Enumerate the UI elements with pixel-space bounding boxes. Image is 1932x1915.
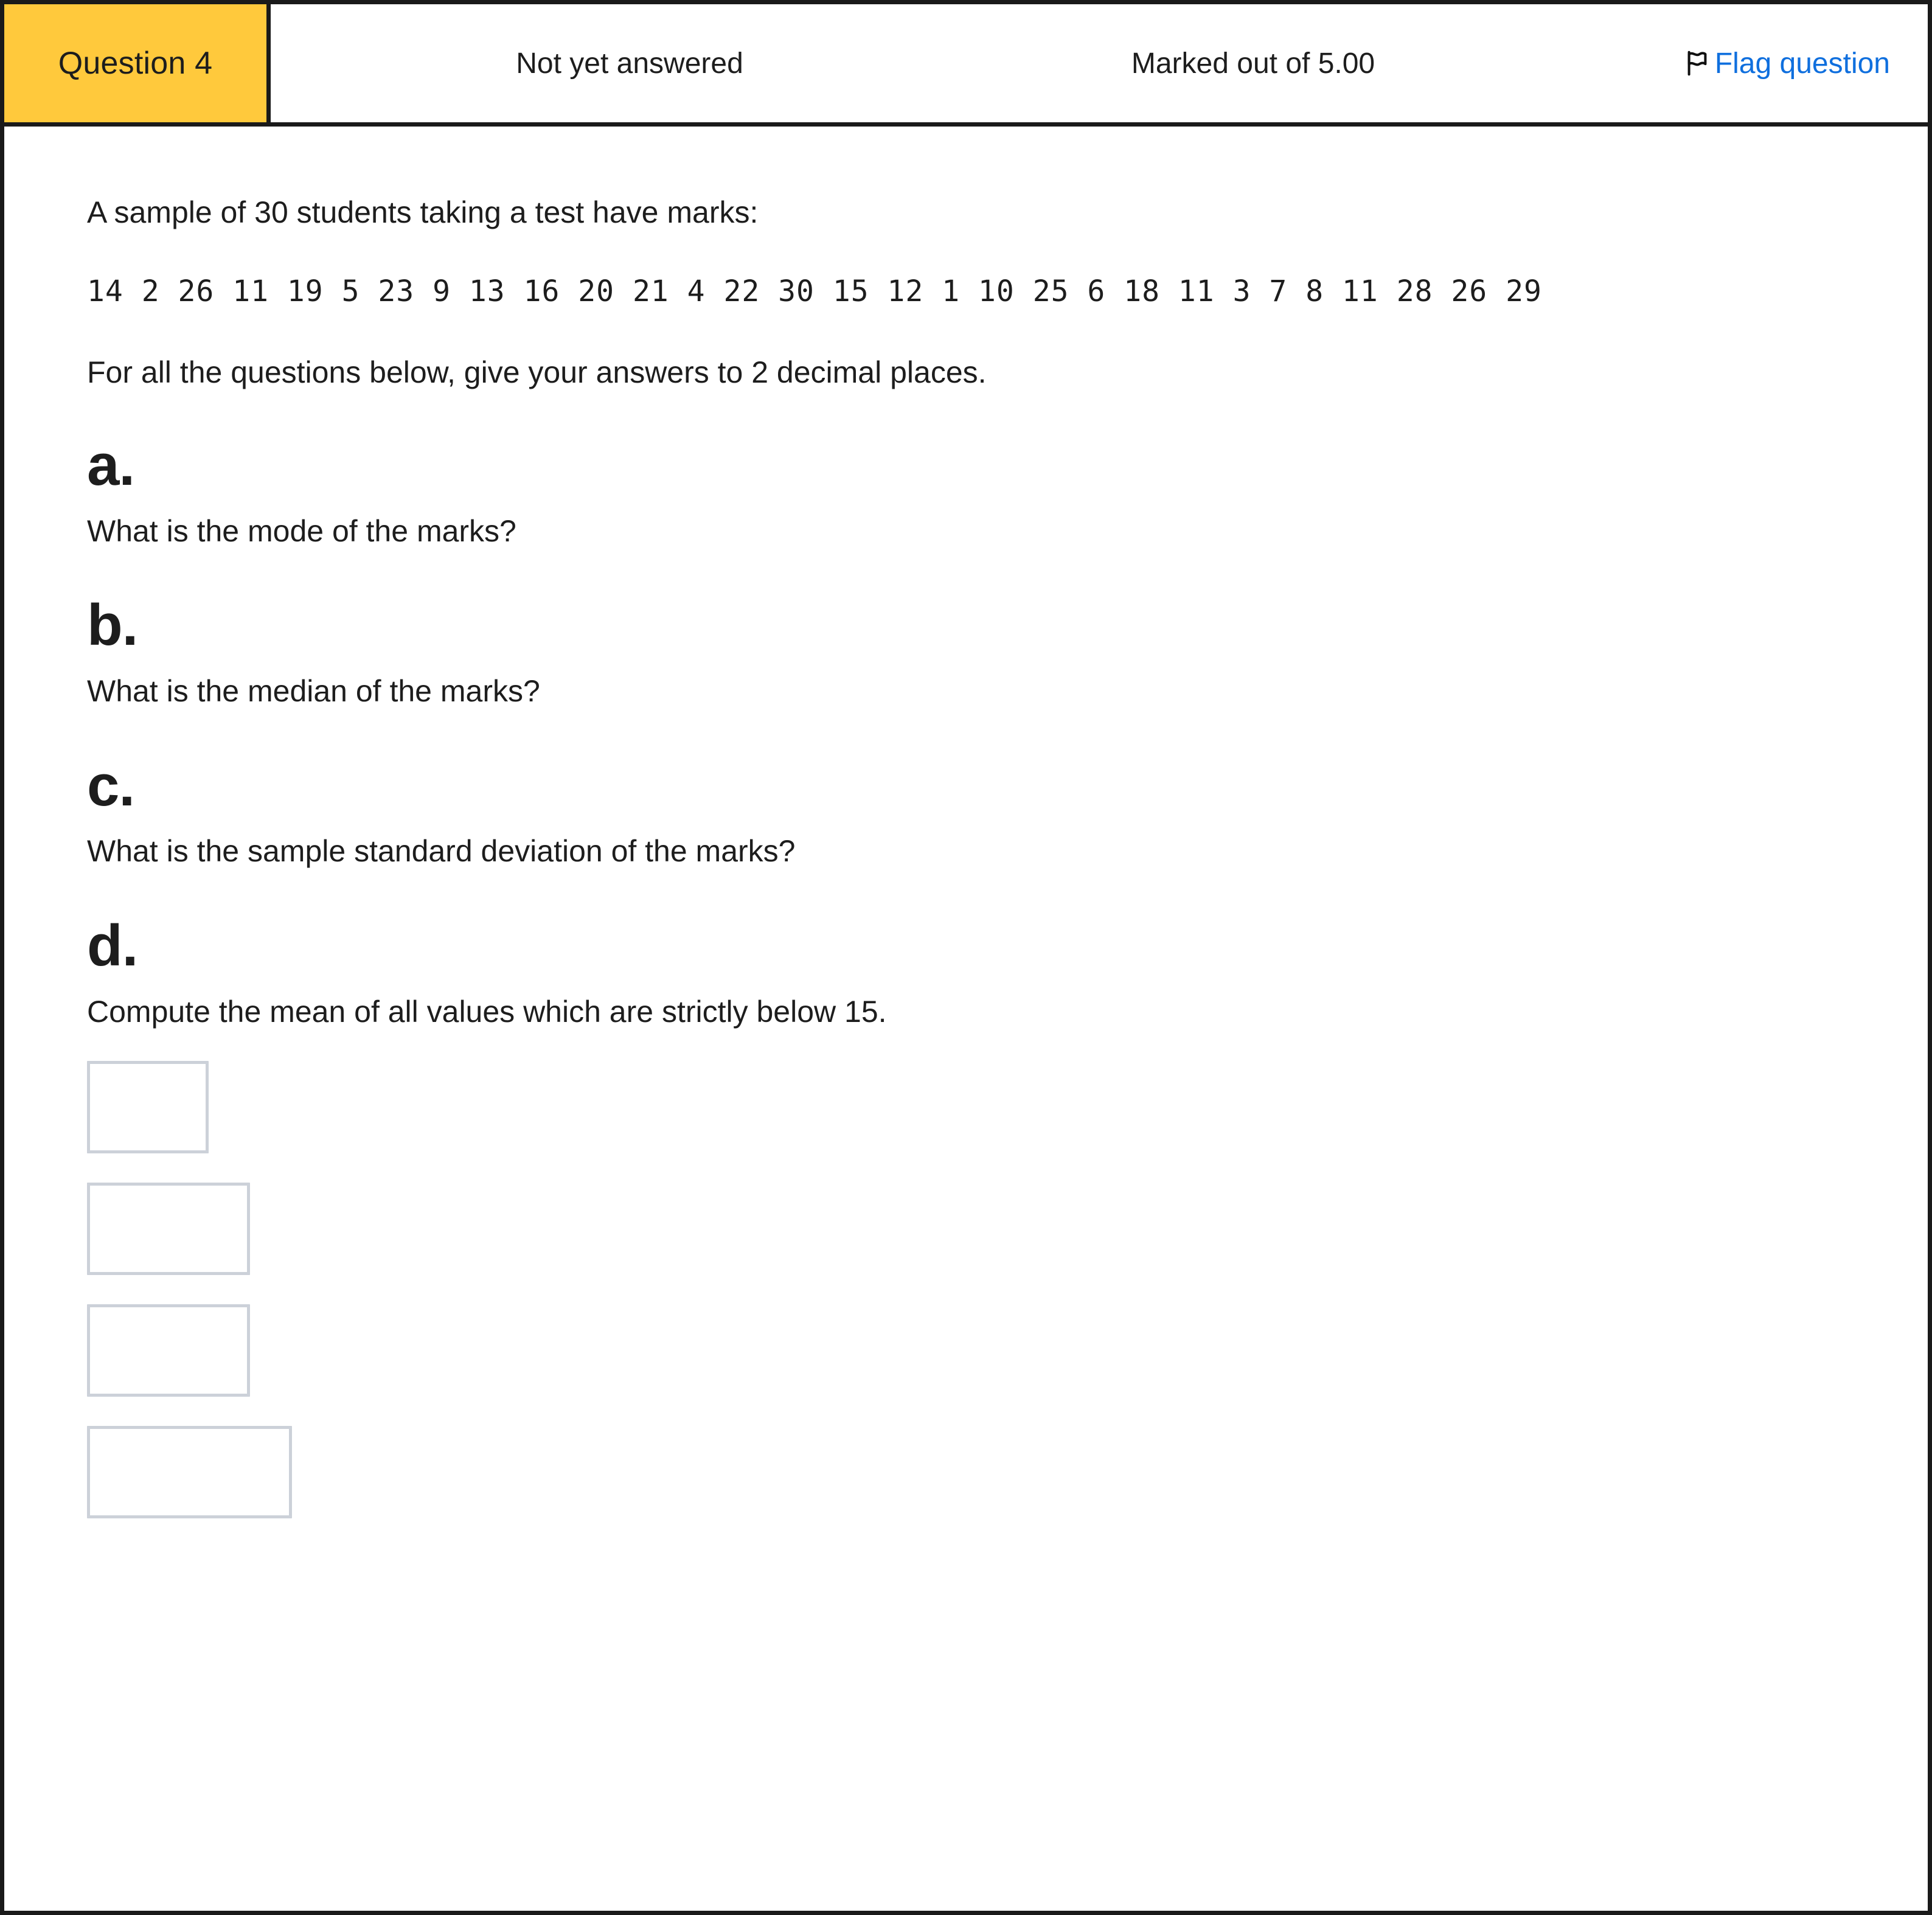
question-state-label: Not yet answered	[516, 47, 743, 80]
sub-question-d-text: Compute the mean of all values which are strictly below 15.	[87, 994, 887, 1029]
answer-input-d[interactable]	[87, 1426, 292, 1518]
sub-question-a-text: What is the mode of the marks?	[87, 513, 516, 548]
flag-question-link[interactable]	[1683, 47, 1890, 80]
question-grade-block	[989, 4, 1518, 122]
sub-question-b	[87, 595, 1849, 710]
question-state-block	[271, 4, 989, 122]
sub-question-a-letter: a.	[87, 433, 135, 498]
answer-inputs-group	[87, 1061, 1849, 1518]
sub-question-c-text: What is the sample standard deviation of the marks?	[87, 834, 796, 869]
question-intro-text: A sample of 30 students taking a test have marks:	[87, 195, 759, 229]
marks-data-list: 14 2 26 11 19 5 23 9 13 16 20 21 4 22 30 15 12 1 10 25 6 18 11 3 7 8 11 28 26 29	[87, 274, 1542, 308]
flag-question-block	[1518, 4, 1928, 122]
precision-note-text: For all the questions below, give your answers to 2 decimal places.	[87, 355, 987, 389]
question-number-label: Question 4	[58, 46, 213, 81]
question-grade-label: Marked out of 5.00	[1131, 47, 1375, 80]
sub-question-b-text: What is the median of the marks?	[87, 674, 540, 709]
question-body	[4, 127, 1928, 1518]
sub-question-b-letter: b.	[87, 593, 138, 658]
answer-input-c[interactable]	[87, 1304, 250, 1397]
sub-question-d	[87, 912, 1849, 1030]
answer-input-a[interactable]	[87, 1061, 209, 1153]
sub-question-c	[87, 752, 1849, 871]
flag-question-label: Flag question	[1714, 47, 1890, 80]
sub-question-d-letter: d.	[87, 912, 138, 978]
question-header	[4, 4, 1928, 127]
question-number-block	[4, 4, 271, 122]
sub-question-c-letter: c.	[87, 752, 135, 818]
sub-question-a	[87, 435, 1849, 550]
answer-input-b[interactable]	[87, 1183, 250, 1275]
flag-icon	[1683, 49, 1711, 77]
